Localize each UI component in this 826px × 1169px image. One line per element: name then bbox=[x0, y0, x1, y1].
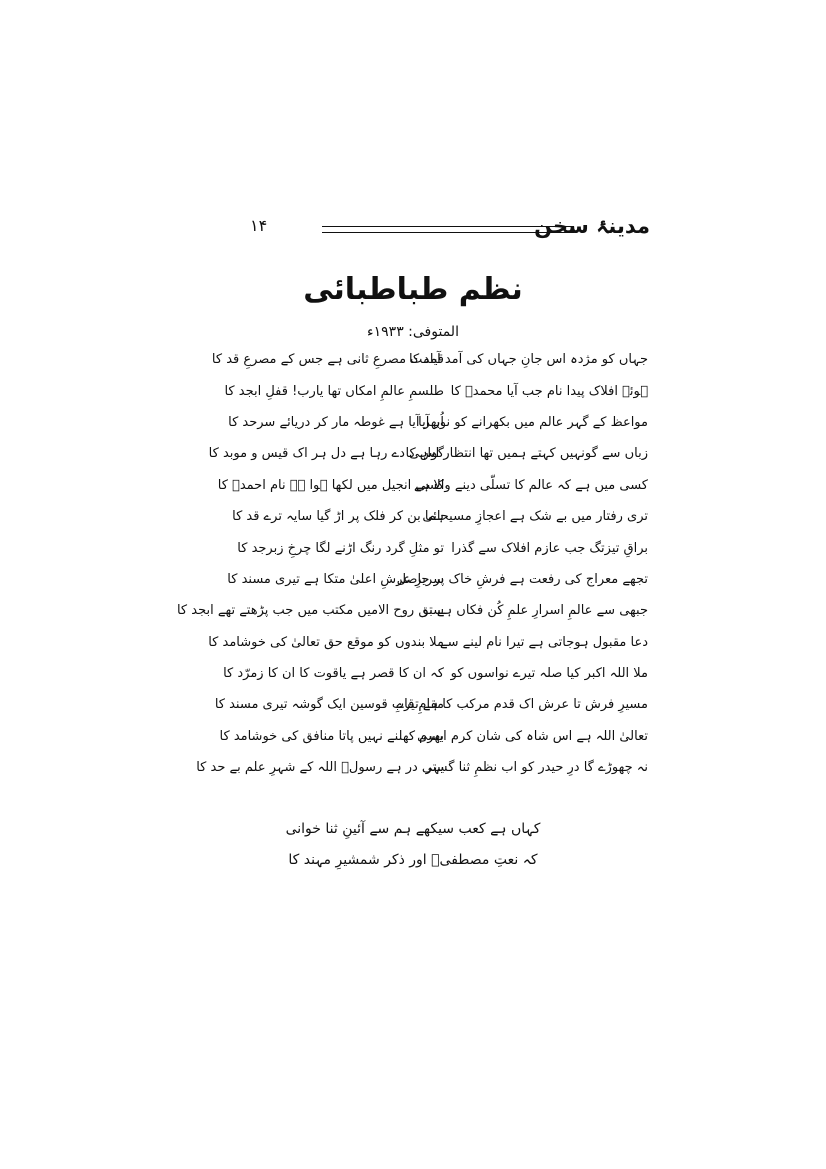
couplet bbox=[223, 658, 648, 689]
couplet-first-line: براقِ تیزتگ جب عازم افلاک سے گذرا bbox=[451, 540, 648, 556]
closing-first-line: کہاں ہے کعب سیکھے ہم سے آئینِ ثنا خوانی bbox=[285, 821, 541, 837]
couplet-first-line: ہوئے افلاک پیدا نام جب آیا محمدؐ کا bbox=[450, 383, 648, 399]
poem-couplets bbox=[176, 344, 648, 783]
couplet-second-line: کہ ان کا قصر ہے یاقوت کا ان کا زمرّد کا bbox=[223, 666, 444, 682]
book-title: مدینۂ سخن bbox=[534, 214, 650, 238]
couplet-second-line: کسی انجیل میں لکھا ہوا ہے نام احمدؐ کا bbox=[217, 477, 444, 493]
couplet-second-line: سریرِ عرشِ اعلیٰ متکا ہے تیری مسند کا bbox=[227, 571, 444, 587]
header-rule-bottom bbox=[322, 232, 574, 233]
couplet-first-line: مواعظ کے گہر عالم میں بکھرانے کو نور آیا bbox=[418, 414, 648, 430]
couplet bbox=[228, 407, 648, 438]
couplet bbox=[214, 689, 648, 720]
couplet bbox=[227, 564, 648, 595]
couplet bbox=[224, 375, 648, 406]
couplet bbox=[211, 344, 648, 375]
couplet-second-line: گواہی دے رہا ہے دل ہر اک قیس و موبد کا bbox=[208, 446, 444, 462]
couplet-first-line: ملا اللہ اکبر کیا صلہ تیرے نواسوں کو bbox=[450, 666, 648, 682]
couplet-second-line: تو مثلِ گرد رنگ اڑنے لگا چرخِ زبرجد کا bbox=[237, 540, 444, 556]
couplet-first-line: نہ چھوڑے گا درِ حیدر کو اب نظمِ ثنا گستر bbox=[425, 760, 648, 776]
couplet-first-line: جہاں کو مژدہ اس جانِ جہاں کی آمد آمد کا bbox=[409, 352, 648, 368]
closing-couplet bbox=[0, 814, 826, 876]
couplet-second-line: بھرم کھلنے نہیں پاتا منافق کی خوشامد کا bbox=[219, 728, 444, 744]
couplet-second-line: یہی در ہے رسولؐ اللہ کے شہرِ علم بے حد کا bbox=[196, 760, 444, 776]
couplet-first-line: تجھے معراج کی رفعت ہے فرشِ خاک پر حاصل bbox=[396, 571, 648, 587]
couplet-first-line: تری رفتار میں بے شک ہے اعجازِ مسیحائی bbox=[422, 509, 648, 525]
couplet bbox=[237, 532, 648, 563]
couplet-first-line: جبھی سے عالمِ اسرارِ علمِ کُن فکاں ہے تو bbox=[422, 603, 648, 619]
poem-title: نظم طباطبائی bbox=[303, 272, 523, 307]
header-rule-top bbox=[322, 226, 574, 227]
page-number: ۱۴ bbox=[250, 216, 268, 235]
couplet-first-line: دعا مقبول ہوجاتی ہے تیرا نام لینے سے bbox=[440, 634, 648, 650]
couplet bbox=[176, 595, 648, 626]
couplet-first-line: کسی میں ہے کہ عالم کا تسلّی دینے والا ہے bbox=[414, 477, 648, 493]
page-header bbox=[250, 214, 650, 250]
couplet bbox=[208, 627, 648, 658]
couplet-second-line: قیامت مصرعِ ثانی ہے جس کے مصرعِ قد کا bbox=[211, 352, 444, 368]
couplet-second-line: اُبھر آیا ہے غوطہ مار کر دریائے سرحد کا bbox=[228, 414, 444, 430]
couplet bbox=[208, 438, 648, 469]
couplet-second-line: سبق روح الامیں مکتب میں جب پڑھتے تھے ابجد کا bbox=[176, 603, 444, 619]
couplet bbox=[219, 721, 648, 752]
couplet-first-line: زباں سے گونہیں کہتے ہمیں تھا انتظار اس کا bbox=[405, 446, 648, 462]
couplet-second-line: ہما بن کر فلک پر اڑ گیا سایہ ترے قد کا bbox=[232, 509, 444, 525]
couplet-second-line: مقامِ قابِ قوسین ایک گوشہ تیری مسند کا bbox=[214, 697, 444, 713]
couplet-second-line: ملا بندوں کو موقع حق تعالیٰ کی خوشامد کا bbox=[208, 634, 444, 650]
couplet bbox=[217, 470, 648, 501]
poem-subtitle: المتوفی: ۱۹۳۳ء bbox=[367, 324, 459, 340]
couplet-second-line: طلسمِ عالمِ امکاں تھا یارب! قفلِ ابجد کا bbox=[224, 383, 444, 399]
couplet bbox=[232, 501, 648, 532]
couplet-first-line: تعالیٰ اللہ ہے اس شاہ کی شان کرم ایسی bbox=[417, 728, 648, 744]
couplet-first-line: مسیرِ فرش تا عرش اک قدم مرکب کا ہے تیرے bbox=[396, 697, 648, 713]
couplet bbox=[196, 752, 648, 783]
closing-second-line: کہ نعتِ مصطفیؐ اور ذکر شمشیرِ مہند کا bbox=[288, 852, 538, 868]
